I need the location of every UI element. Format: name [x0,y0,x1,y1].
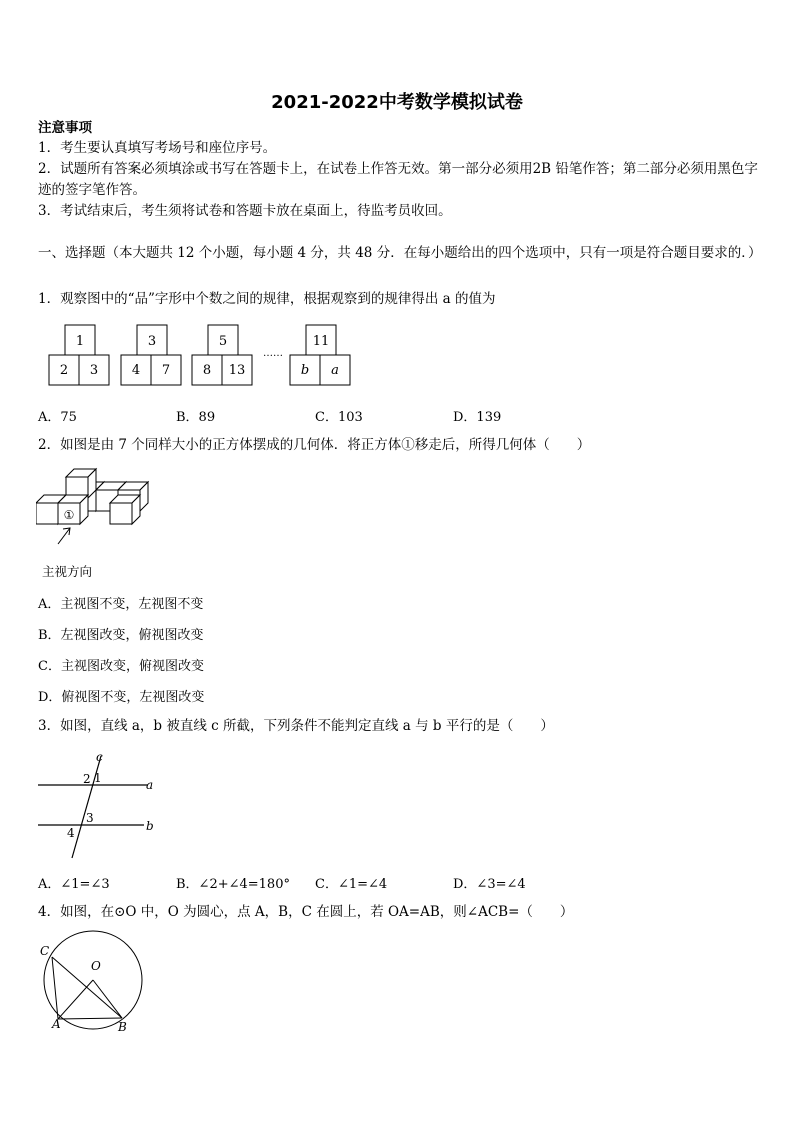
q2-view-caption: 主视方向 [42,564,93,579]
q4-stem: 4．如图，在⊙O 中，O 为圆心，点 A，B，C 在圆上，若 OA=AB，则∠ACB=（ ） [38,904,574,920]
q2-cube-marker: ① [63,508,75,522]
q2-stem: 2．如图是由 7 个同样大小的正方体摆成的几何体．将正方体①移走后，所得几何体（ ） [38,437,591,453]
q1-option-a[interactable]: A．75 [38,410,77,425]
q2-option-a[interactable]: A．主视图不变，左视图不变 [38,597,204,612]
q4-point-o: O [91,959,101,973]
q2-option-d[interactable]: D．俯视图不变，左视图改变 [38,690,205,705]
q1-g3-left: 8 [202,363,212,378]
notice-heading: 注意事项 [38,120,92,136]
q3-angle-2: 2 [83,772,91,786]
q1-option-b[interactable]: B．89 [176,410,216,425]
q3-angle-3: 3 [86,811,94,825]
q1-g4-top: 11 [312,334,330,349]
q3-stem: 3．如图，直线 a，b 被直线 c 所截，下列条件不能判定直线 a 与 b 平行的是（ ） [38,718,554,734]
q3-angle-1: 1 [94,771,102,785]
q3-option-b[interactable]: B．∠2+∠4=180° [176,877,290,892]
q1-ellipsis: …… [263,348,283,359]
notice-item-2: 2．试题所有答案必须填涂或书写在答题卡上，在试卷上作答无效。第一部分必须用2B 铅笔作答；第二部分必须用黑色字迹的签字笔作答。 [38,161,758,198]
q1-g1-left: 2 [59,363,69,378]
q2-figure [36,466,160,552]
q1-g3-top: 5 [218,334,228,349]
q4-point-a: A [52,1017,61,1031]
q3-option-c[interactable]: C．∠1=∠4 [315,877,388,892]
q3-option-d[interactable]: D．∠3=∠4 [453,877,526,892]
q3-label-c: c [96,750,103,764]
q2-option-b[interactable]: B．左视图改变，俯视图改变 [38,628,204,643]
q4-point-b: B [118,1020,127,1034]
q1-g4-left: b [300,363,310,378]
q1-g2-right: 7 [161,363,171,378]
q1-figure [40,322,370,388]
q3-figure [36,744,160,860]
notice-item-3: 3．考试结束后，考生须将试卷和答题卡放在桌面上，待监考员收回。 [38,203,452,219]
page-title: 2021-2022中考数学模拟试卷 [271,92,523,113]
q1-g2-top: 3 [147,334,157,349]
q4-figure [36,930,148,1034]
q1-g1-top: 1 [75,334,85,349]
q1-option-c[interactable]: C．103 [315,410,363,425]
q3-option-a[interactable]: A．∠1=∠3 [38,877,110,892]
q1-g1-right: 3 [89,363,99,378]
q1-g3-right: 13 [228,363,246,378]
q1-option-d[interactable]: D．139 [453,410,502,425]
q1-stem: 1．观察图中的“品”字形中个数之间的规律，根据观察到的规律得出 a 的值为 [38,291,496,307]
q2-option-c[interactable]: C．主视图改变，俯视图改变 [38,659,204,674]
q3-label-b: b [146,819,154,833]
q1-g4-right: a [331,363,339,378]
section-heading: 一、选择题（本大题共 12 个小题，每小题 4 分，共 48 分．在每小题给出的四个选项中，只有一项是符合题目要求的．） [38,245,762,261]
q3-label-a: a [146,778,154,792]
q4-point-c: C [40,944,50,958]
q1-g2-left: 4 [131,363,141,378]
q3-angle-4: 4 [67,826,75,840]
notice-item-1: 1．考生要认真填写考场号和座位序号。 [38,140,277,156]
